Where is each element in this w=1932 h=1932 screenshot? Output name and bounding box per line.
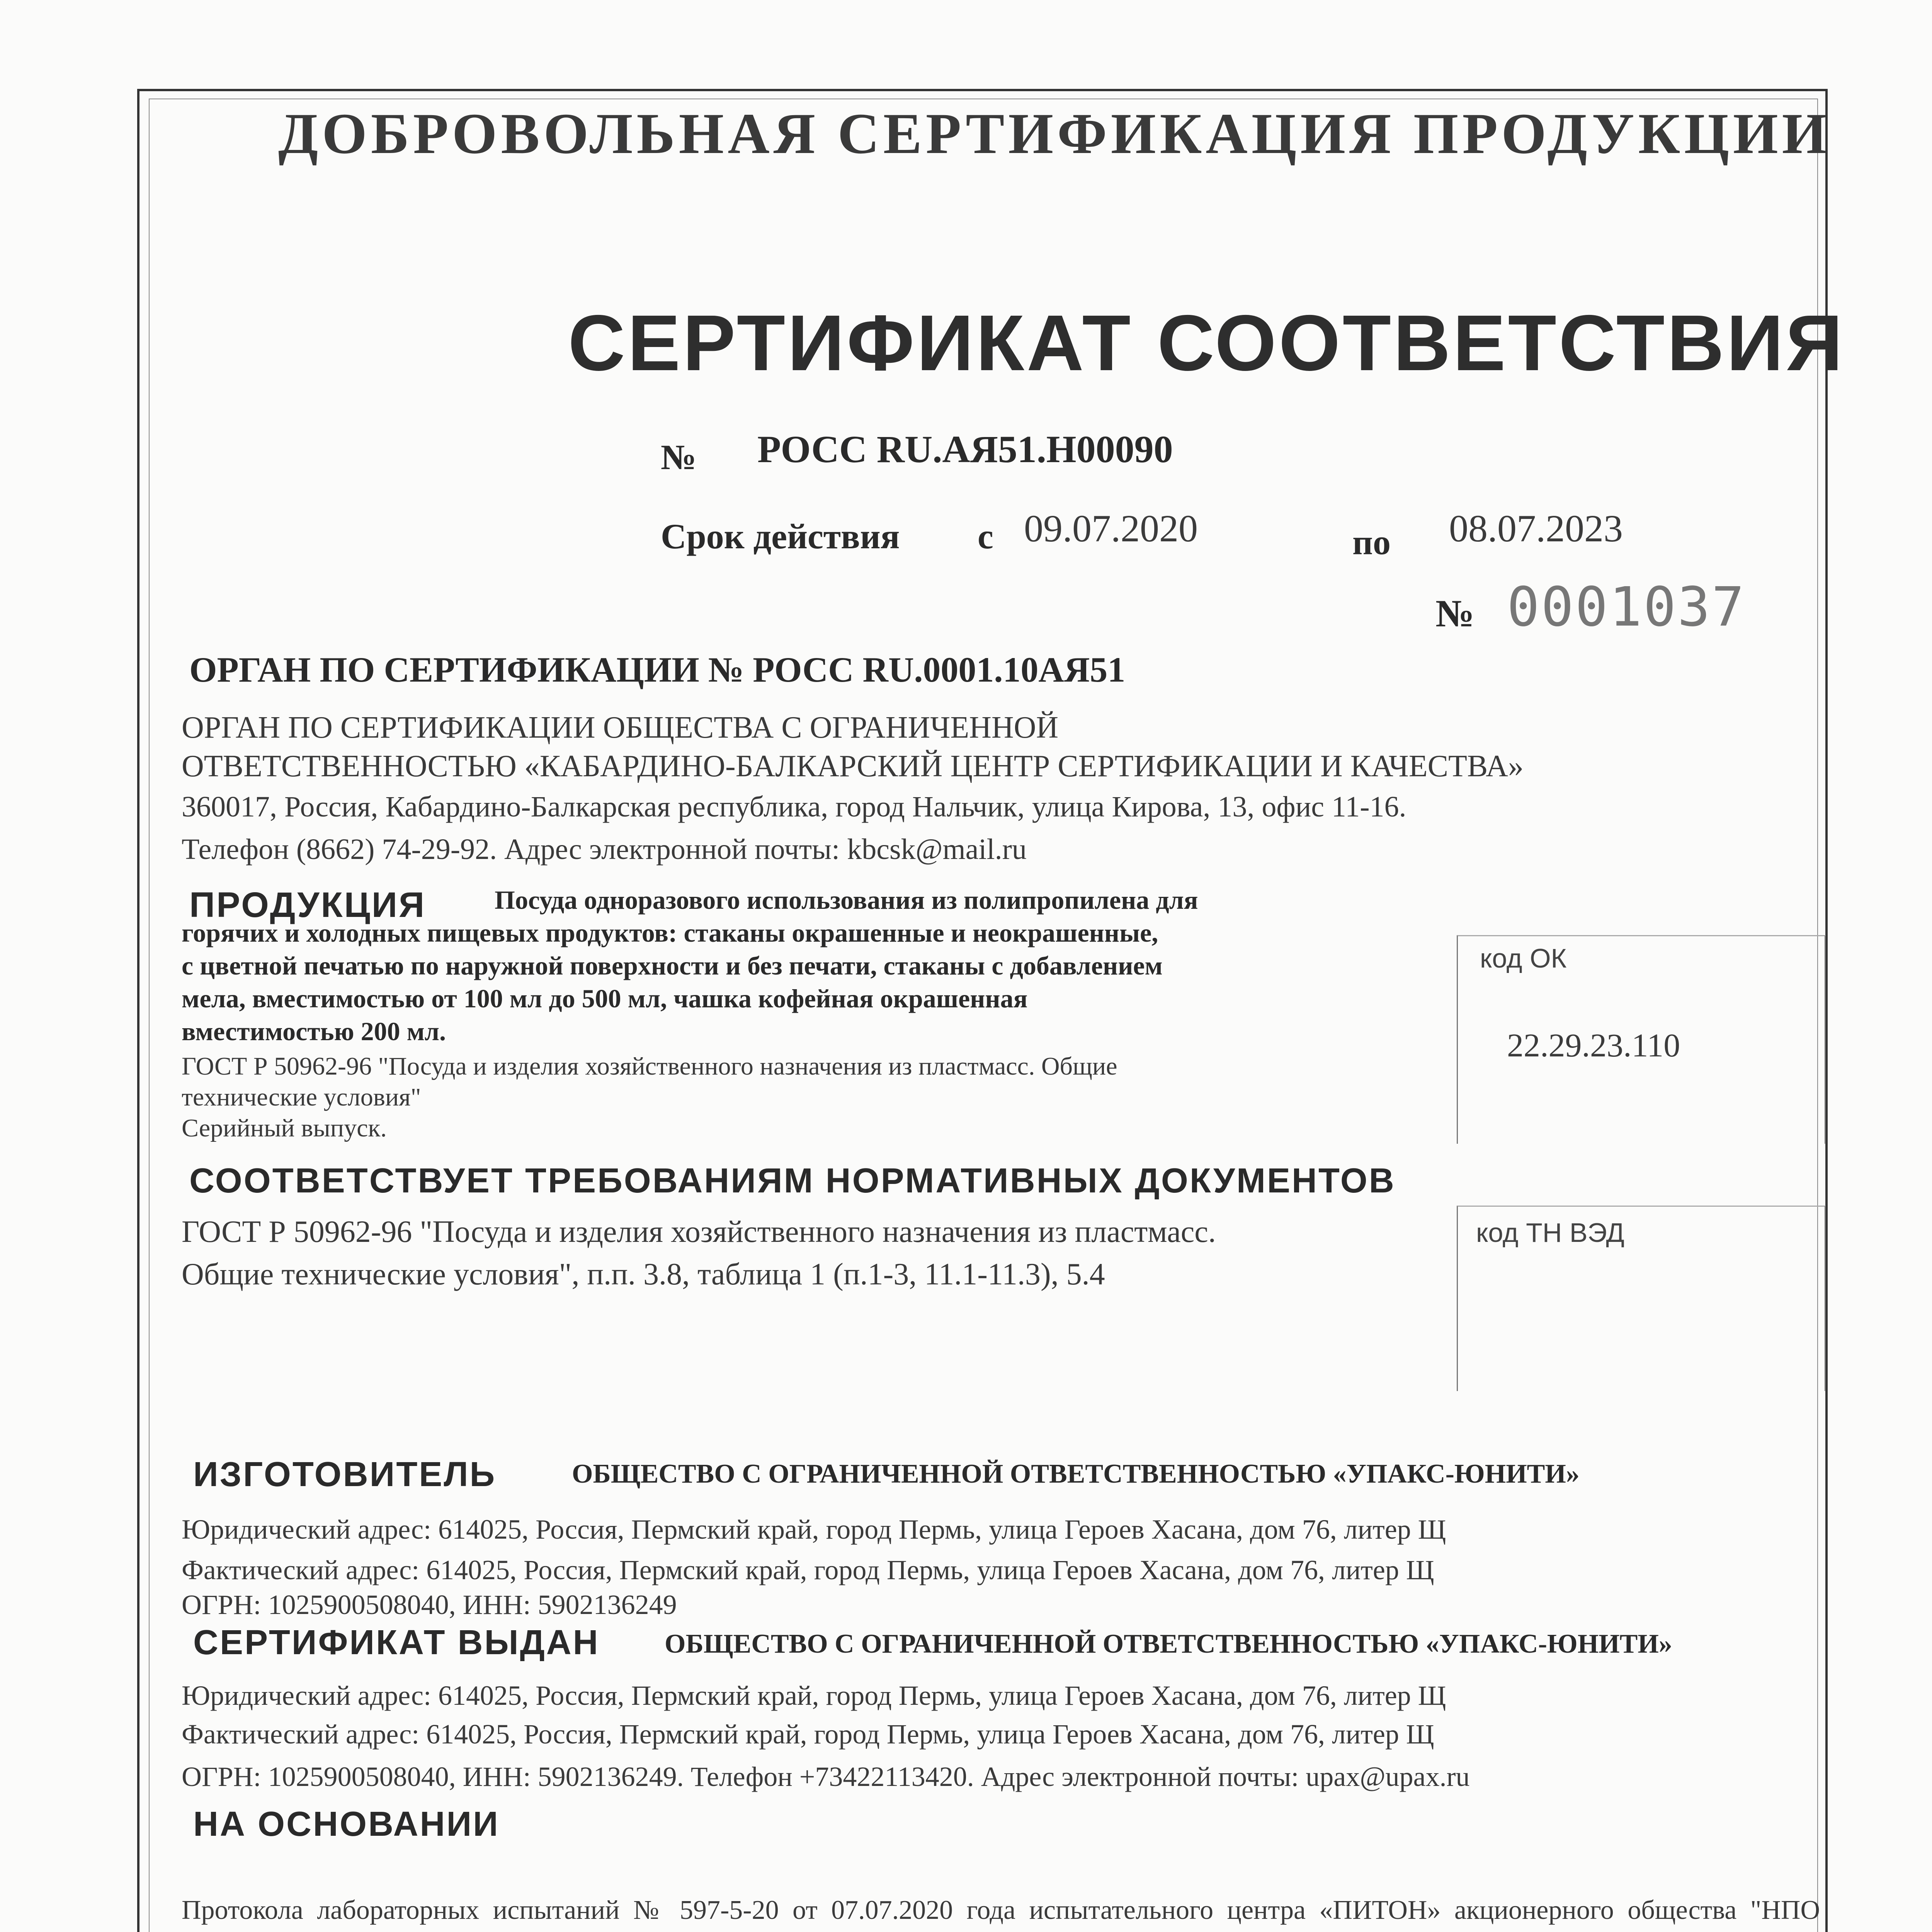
product-line1: Посуда одноразового использования из полипропилена для <box>495 885 1198 915</box>
ok-code-label: код ОК <box>1480 943 1567 973</box>
organ-heading: ОРГАН ПО СЕРТИФИКАЦИИ № РОСС RU.0001.10АЯ51 <box>189 650 1126 689</box>
validity-to-label: по <box>1352 522 1391 562</box>
organ-contacts: Телефон (8662) 74-29-92. Адрес электронной почты: kbcsk@mail.ru <box>182 833 1027 866</box>
form-number-symbol: № <box>1435 592 1475 635</box>
product-line3: с цветной печатью по наружной поверхности и без печати, стаканы с добавлением <box>182 951 1163 980</box>
manufacturer-name: ОБЩЕСТВО С ОГРАНИЧЕННОЙ ОТВЕТСТВЕННОСТЬЮ «УПАКС-ЮНИТИ» <box>572 1459 1580 1489</box>
product-gost-line2: технические условия" <box>182 1083 421 1111</box>
organ-address: 360017, Россия, Кабардино-Балкарская республика, город Нальчик, улица Кирова, 13, офис 11-16. <box>182 791 1406 823</box>
validity-date-from: 09.07.2020 <box>1024 507 1198 550</box>
issued-to-actual-address: Фактический адрес: 614025, Россия, Пермский край, город Пермь, улица Героев Хасана, дом 76, литер Щ <box>182 1719 1434 1750</box>
cert-number-symbol: № <box>661 437 697 477</box>
ok-code-value: 22.29.23.110 <box>1507 1027 1680 1064</box>
conformity-line2: Общие технические условия", п.п. 3.8, таблица 1 (п.1-3, 11.1-11.3), 5.4 <box>182 1257 1105 1291</box>
issued-to-ids-contacts: ОГРН: 1025900508040, ИНН: 5902136249. Телефон +73422113420. Адрес электронной почты: upax@upax.ru <box>182 1761 1470 1792</box>
product-gost-line1: ГОСТ Р 50962-96 "Посуда и изделия хозяйственного назначения из пластмасс. Общие <box>182 1052 1117 1080</box>
product-line5: вместимостью 200 мл. <box>182 1017 446 1046</box>
manufacturer-actual-address: Фактический адрес: 614025, Россия, Пермский край, город Пермь, улица Героев Хасана, дом 76, литер Щ <box>182 1554 1434 1585</box>
validity-from-label: с <box>978 517 993 556</box>
page-title: СЕРТИФИКАТ СООТВЕТСТВИЯ <box>568 299 1845 387</box>
issued-to-name: ОБЩЕСТВО С ОГРАНИЧЕННОЙ ОТВЕТСТВЕННОСТЬЮ «УПАКС-ЮНИТИ» <box>665 1629 1672 1659</box>
cert-number: РОСС RU.АЯ51.Н00090 <box>757 428 1173 471</box>
validity-label: Срок действия <box>661 517 900 556</box>
issued-to-heading: СЕРТИФИКАТ ВЫДАН <box>193 1623 600 1662</box>
conformity-line1: ГОСТ Р 50962-96 "Посуда и изделия хозяйственного назначения из пластмасс. <box>182 1215 1216 1249</box>
validity-date-to: 08.07.2023 <box>1449 507 1623 550</box>
basis-text: Протокола лабораторных испытаний № 597-5-20 от 07.07.2020 года испытательного центра «ПИТОН» акционерного общества "НПО <box>182 1895 1820 1925</box>
manufacturer-ids: ОГРН: 1025900508040, ИНН: 5902136249 <box>182 1589 677 1620</box>
product-heading: ПРОДУКЦИЯ <box>189 885 426 925</box>
product-serial: Серийный выпуск. <box>182 1114 387 1142</box>
issued-to-legal-address: Юридический адрес: 614025, Россия, Пермский край, город Пермь, улица Героев Хасана, дом 76, литер Щ <box>182 1680 1446 1711</box>
basis-heading: НА ОСНОВАНИИ <box>193 1805 500 1844</box>
form-number: 0001037 <box>1507 576 1746 639</box>
product-line4: мела, вместимостью от 100 мл до 500 мл, чашка кофейная окрашенная <box>182 984 1028 1013</box>
organ-name-line2: ОТВЕТСТВЕННОСТЬЮ «КАБАРДИНО-БАЛКАРСКИЙ ЦЕНТР СЕРТИФИКАЦИИ И КАЧЕСТВА» <box>182 749 1524 783</box>
manufacturer-legal-address: Юридический адрес: 614025, Россия, Пермский край, город Пермь, улица Героев Хасана, дом 76, литер Щ <box>182 1514 1446 1545</box>
manufacturer-heading: ИЗГОТОВИТЕЛЬ <box>193 1455 497 1494</box>
conformity-heading: СООТВЕТСТВУЕТ ТРЕБОВАНИЯМ НОРМАТИВНЫХ ДОКУМЕНТОВ <box>189 1162 1396 1200</box>
tnved-code-label: код ТН ВЭД <box>1476 1218 1624 1248</box>
product-line2: горячих и холодных пищевых продуктов: стаканы окрашенные и неокрашенные, <box>182 918 1158 947</box>
organ-name-line1: ОРГАН ПО СЕРТИФИКАЦИИ ОБЩЕСТВА С ОГРАНИЧЕННОЙ <box>182 711 1059 745</box>
top-title: ДОБРОВОЛЬНАЯ СЕРТИФИКАЦИЯ ПРОДУКЦИИ <box>278 102 1831 166</box>
